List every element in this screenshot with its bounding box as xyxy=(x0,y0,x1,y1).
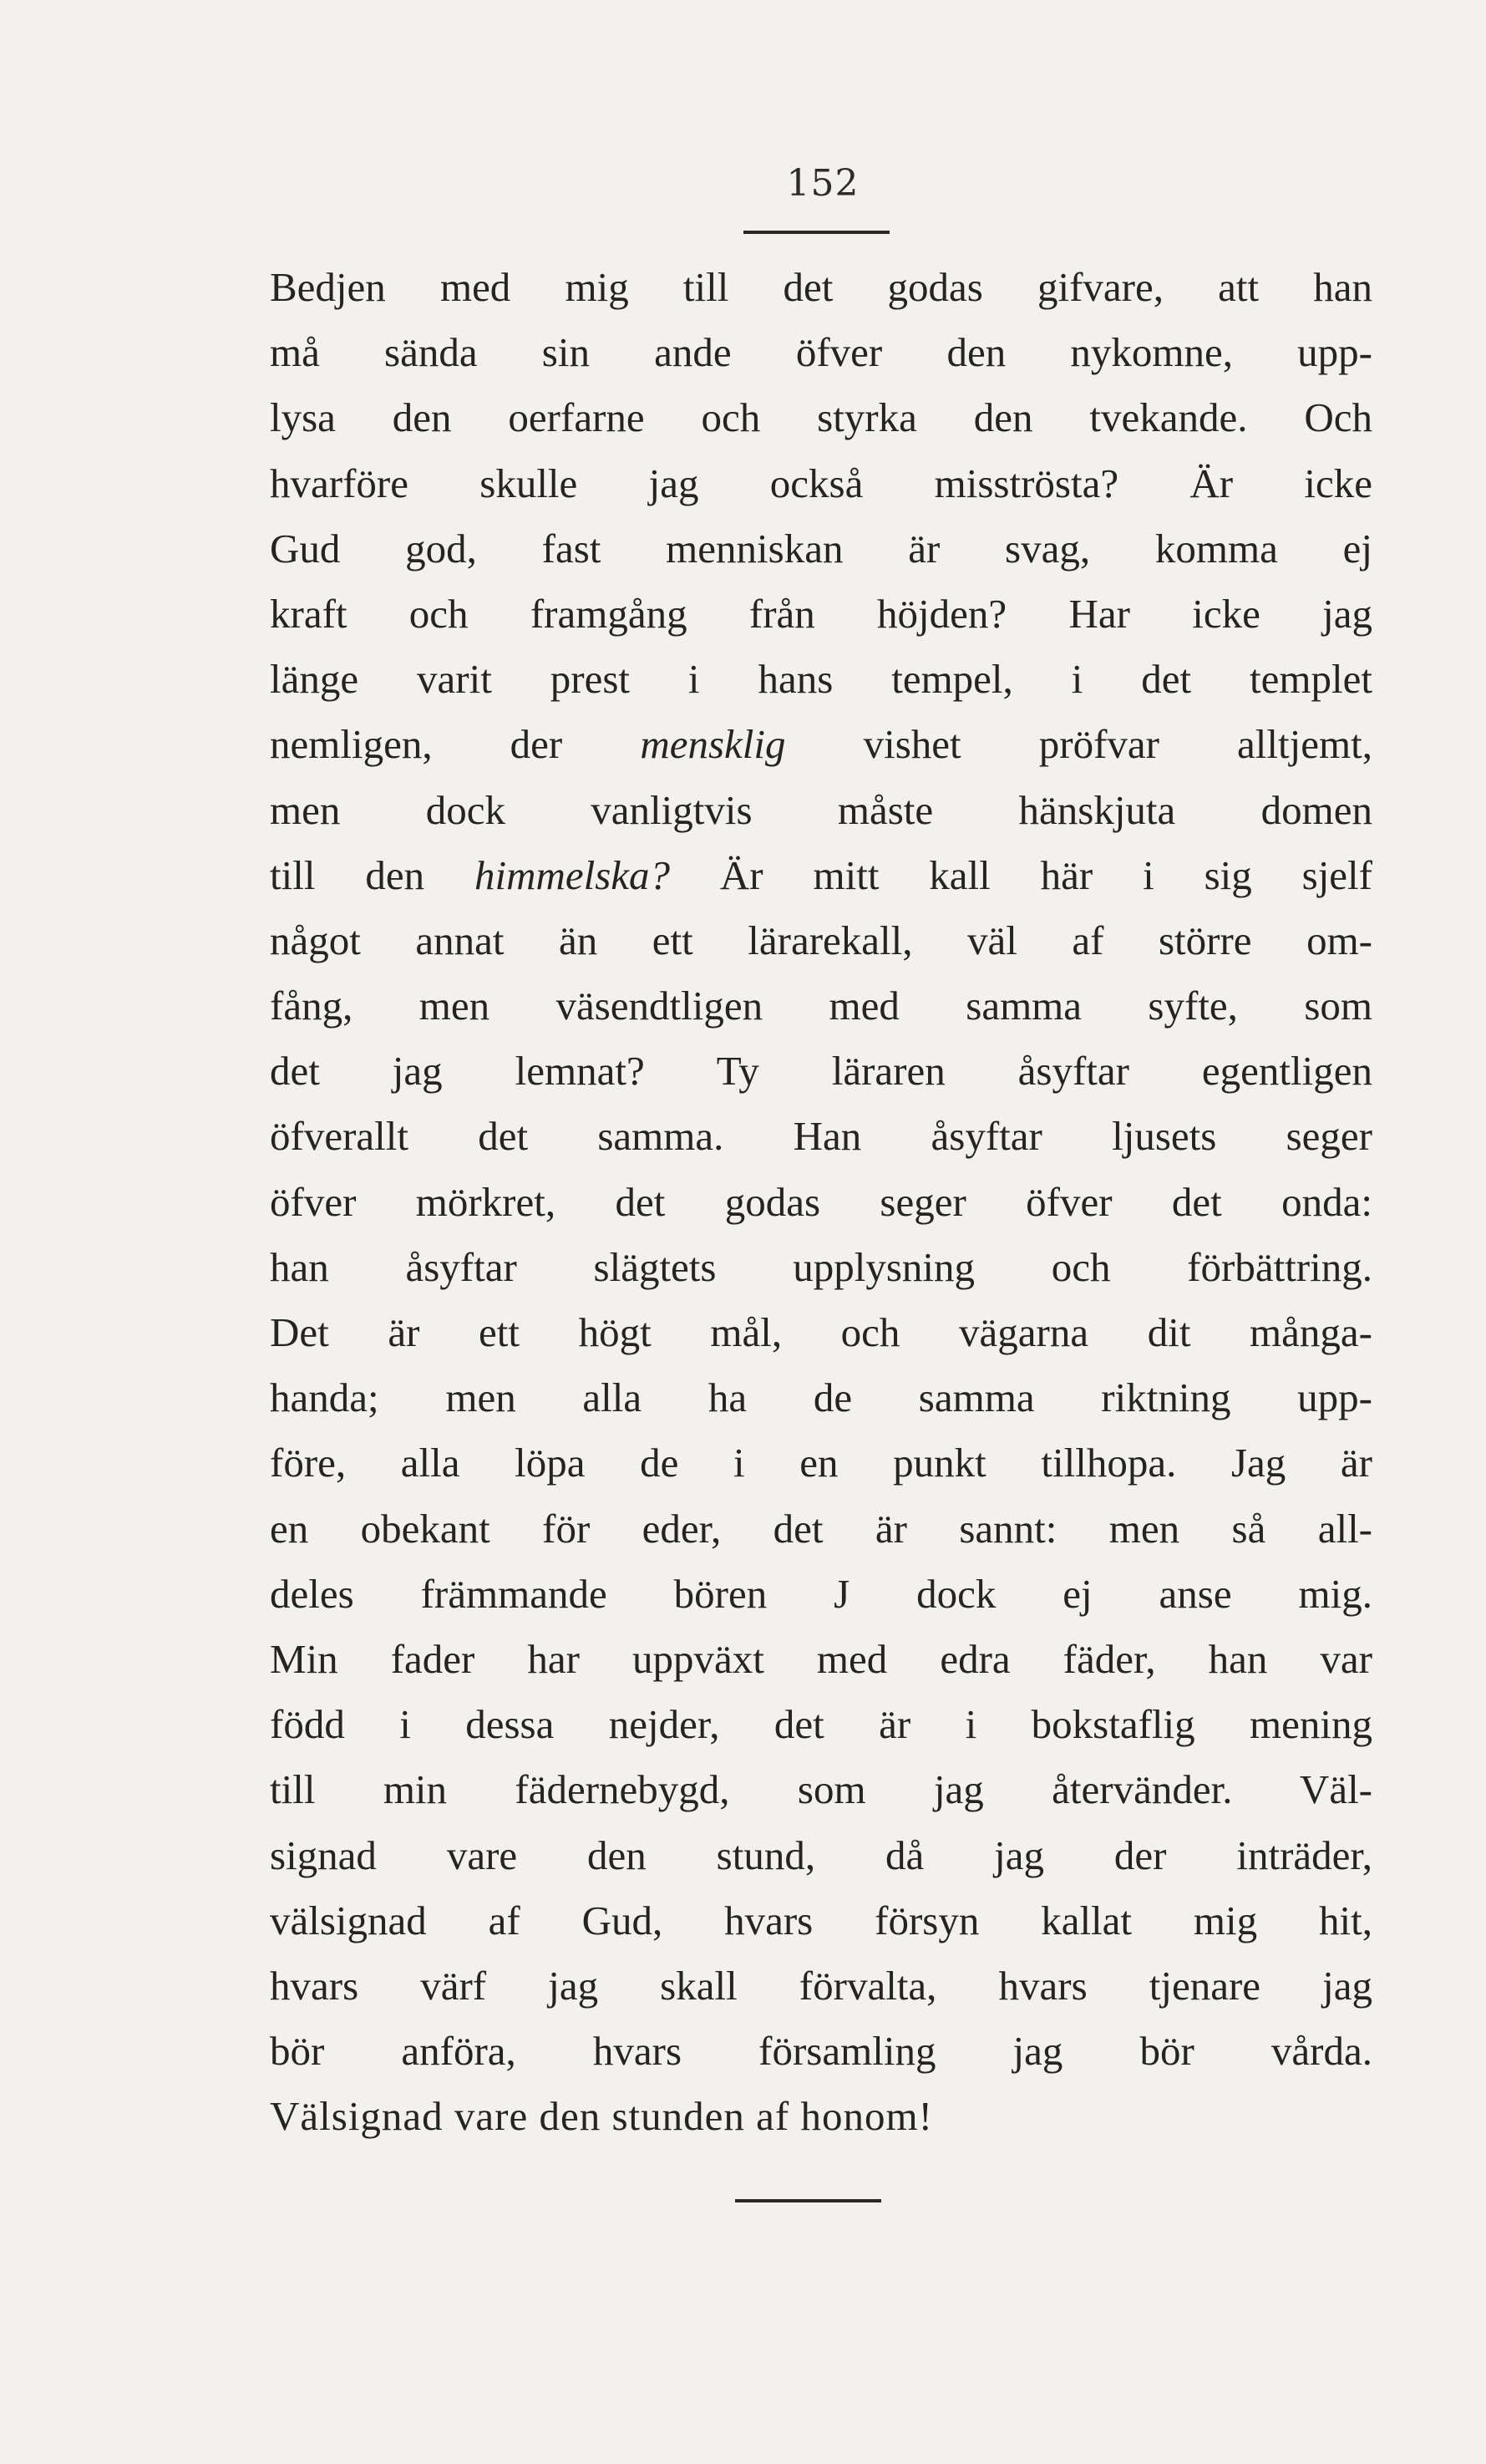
text-line xyxy=(270,1365,1372,1430)
text-line xyxy=(270,255,1372,320)
line-text: fång, men väsendtligen med samma syfte, som xyxy=(270,983,1372,1029)
line-text: Gud god, fast menniskan är svag, komma ej xyxy=(270,525,1372,572)
text-line xyxy=(270,908,1372,973)
line-text: född i dessa nejder, det är i bokstaflig mening xyxy=(270,1701,1372,1748)
body-text xyxy=(270,255,1372,2149)
text-line xyxy=(270,1170,1372,1235)
line-text: hvars värf jag skall förvalta, hvars tjenare jag xyxy=(270,1962,1372,2009)
text-line xyxy=(270,516,1372,582)
line-text: deles främmande bören J dock ej anse mig. xyxy=(270,1570,1372,1617)
line-text: Det är ett högt mål, och vägarna dit många- xyxy=(270,1309,1372,1355)
text-line xyxy=(270,778,1372,843)
line-text: välsignad af Gud, hvars försyn kallat mig hit, xyxy=(270,1897,1372,1943)
text-line xyxy=(270,1888,1372,1953)
line-text: nemligen, der xyxy=(270,721,641,768)
line-text: det jag lemnat? Ty läraren åsyftar egentligen xyxy=(270,1048,1372,1095)
text-line xyxy=(270,1496,1372,1562)
line-text: länge varit prest i hans tempel, i det templet xyxy=(270,656,1372,703)
line-text: må sända sin ande öfver den nykomne, upp- xyxy=(270,329,1372,376)
line-text: lysa den oerfarne och styrka den tvekande. Och xyxy=(270,394,1372,441)
line-text: öfver mörkret, det godas seger öfver det onda: xyxy=(270,1178,1372,1225)
text-line xyxy=(270,1627,1372,1692)
text-line xyxy=(270,1430,1372,1496)
line-text: vishet pröfvar alltjemt, xyxy=(785,721,1372,768)
text-line xyxy=(270,712,1372,777)
line-text: något annat än ett lärarekall, väl af större om- xyxy=(270,917,1372,963)
line-text: före, alla löpa de i en punkt tillhopa. Jag är xyxy=(270,1440,1372,1486)
line-text: till min fädernebygd, som jag återvänder. Väl- xyxy=(270,1766,1372,1813)
text-line xyxy=(270,973,1372,1039)
line-text: till den xyxy=(270,851,474,898)
line-text: Bedjen med mig till det godas gifvare, att han xyxy=(270,264,1372,310)
line-text: kraft och framgång från höjden? Har icke jag xyxy=(270,590,1372,637)
italic-text: himmelska? xyxy=(474,851,671,898)
line-text: hvarföre skulle jag också misströsta? Är icke xyxy=(270,460,1372,506)
line-text: bör anföra, hvars församling jag bör vårda. xyxy=(270,2028,1372,2075)
text-line xyxy=(270,1235,1372,1300)
footer-rule xyxy=(735,2199,881,2202)
line-text: signad vare den stund, då jag der inträder, xyxy=(270,1831,1372,1878)
text-line xyxy=(270,1562,1372,1627)
line-text: handa; men alla ha de samma riktning upp- xyxy=(270,1374,1372,1421)
header-rule xyxy=(743,231,890,234)
line-text: Min fader har uppväxt med edra fäder, han var xyxy=(270,1635,1372,1682)
text-line xyxy=(270,843,1372,908)
text-line xyxy=(270,1039,1372,1104)
text-line xyxy=(270,451,1372,516)
text-line xyxy=(270,1692,1372,1757)
text-line xyxy=(270,385,1372,450)
text-line xyxy=(270,2084,1372,2149)
text-line xyxy=(270,320,1372,385)
text-line xyxy=(270,1953,1372,2019)
line-text: en obekant för eder, det är sannt: men så all- xyxy=(270,1505,1372,1552)
italic-text: mensklig xyxy=(640,721,786,768)
text-line xyxy=(270,647,1372,712)
line-text: men dock vanligtvis måste hänskjuta domen xyxy=(270,786,1372,833)
page-number: 152 xyxy=(786,162,860,205)
text-line xyxy=(270,1823,1372,1888)
line-text: öfverallt det samma. Han åsyftar ljusets seger xyxy=(270,1113,1372,1160)
text-line xyxy=(270,1757,1372,1822)
line-text: Välsignad vare den stunden af honom! xyxy=(270,2093,933,2140)
line-text: Är mitt kall här i sig sjelf xyxy=(670,851,1372,898)
text-line xyxy=(270,2019,1372,2084)
text-line xyxy=(270,1300,1372,1365)
text-line xyxy=(270,582,1372,647)
line-text: han åsyftar slägtets upplysning och förbättring. xyxy=(270,1243,1372,1290)
text-line xyxy=(270,1104,1372,1169)
